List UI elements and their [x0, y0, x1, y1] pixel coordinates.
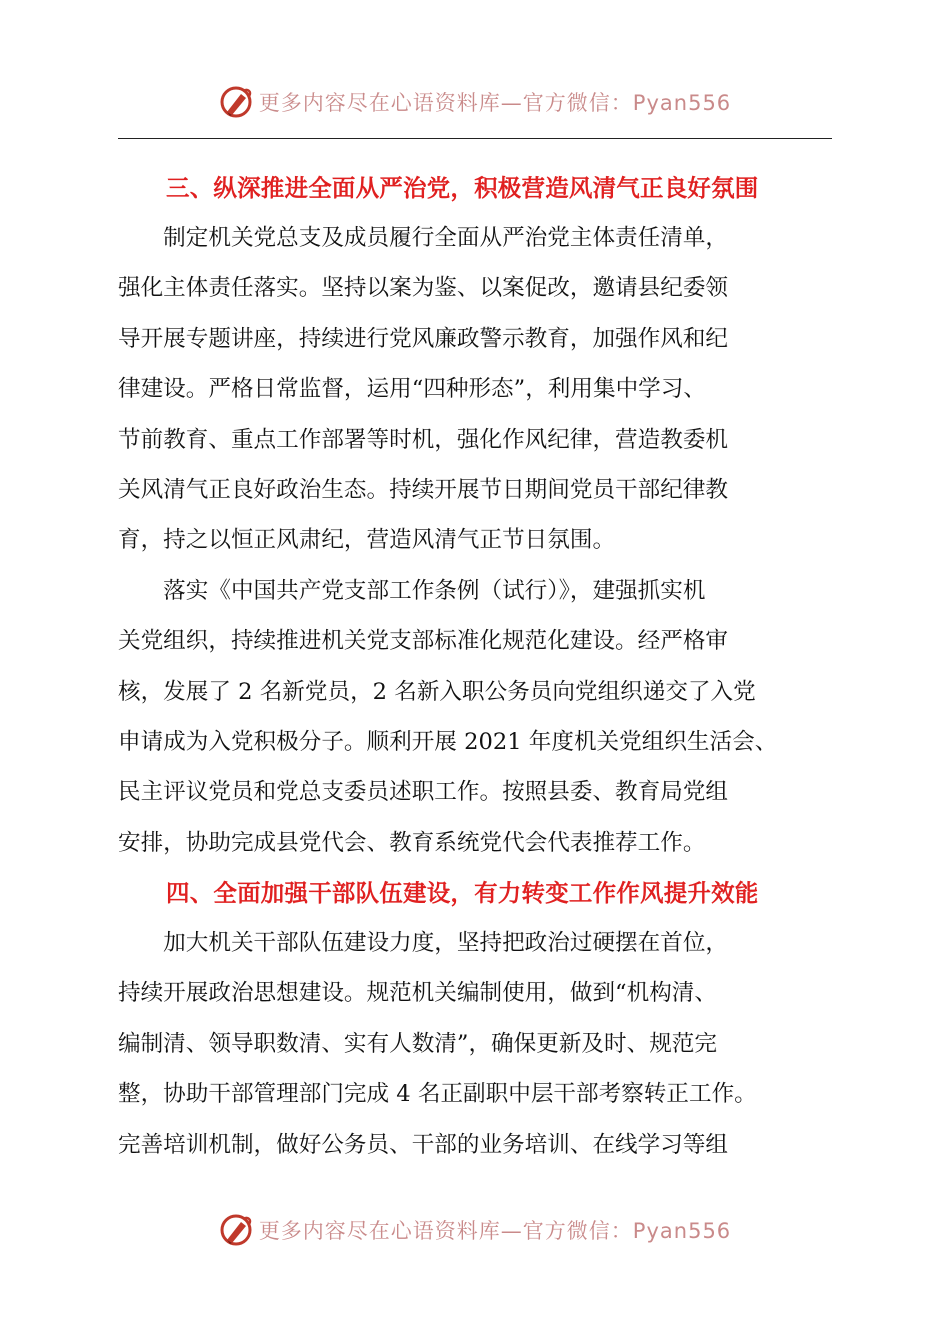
text-line: 申请成为入党积极分子。顺利开展 2021 年度机关党组织生活会、	[118, 728, 778, 755]
pen-logo-icon	[219, 1213, 253, 1247]
text-line: 律建设。严格日常监督，运用“四种形态”，利用集中学习、	[118, 376, 706, 403]
footer-banner	[0, 1210, 950, 1250]
header-divider	[118, 138, 832, 139]
text-line: 持续开展政治思想建设。规范机关编制使用，做到“机构清、	[118, 980, 717, 1007]
text-line: 加大机关干部队伍建设力度，坚持把政治过硬摆在首位，	[118, 930, 729, 957]
text-line: 核，发展了 2 名新党员，2 名新入职公务员向党组织递交了入党	[118, 678, 756, 705]
text-line: 完善培训机制，做好公务员、干部的业务培训、在线学习等组	[118, 1131, 729, 1158]
footer-banner-text: 更多内容尽在心语资料库—官方微信：Pyan556	[258, 1219, 732, 1243]
text-line: 强化主体责任落实。坚持以案为鉴、以案促改，邀请县纪委领	[118, 275, 729, 302]
text-line: 民主评议党员和党总支委员述职工作。按照县委、教育局党组	[118, 779, 729, 806]
header-banner	[0, 82, 950, 122]
paragraph	[118, 213, 832, 566]
text-line: 导开展专题讲座，持续进行党风廉政警示教育，加强作风和纪	[118, 325, 729, 352]
header-banner-text: 更多内容尽在心语资料库—官方微信：Pyan556	[258, 91, 732, 115]
text-line: 关党组织，持续推进机关党支部标准化规范化建设。经严格审	[118, 628, 729, 655]
document-body	[118, 163, 832, 1170]
text-line: 落实《中国共产党支部工作条例（试行）》，建强抓实机	[118, 577, 706, 604]
text-line: 编制清、领导职数清、实有人数清”，确保更新及时、规范完	[118, 1030, 717, 1057]
text-line: 整，协助干部管理部门完成 4 名正副职中层干部考察转正工作。	[118, 1081, 757, 1108]
text-line: 节前教育、重点工作部署等时机，强化作风纪律，营造教委机	[118, 426, 729, 453]
paragraph	[118, 918, 832, 1170]
text-line: 制定机关党总支及成员履行全面从严治党主体责任清单，	[118, 225, 729, 251]
section-heading: 四、全面加强干部队伍建设，有力转变工作作风提升效能	[166, 879, 759, 908]
section-heading: 三、纵深推进全面从严治党，积极营造风清气正良好氛围	[166, 174, 759, 202]
text-line: 关风清气正良好政治生态。持续开展节日期间党员干部纪律教	[118, 476, 729, 503]
pen-logo-icon	[219, 85, 253, 119]
text-line: 育，持之以恒正风肃纪，营造风清气正节日氛围。	[118, 527, 616, 554]
paragraph	[118, 566, 832, 868]
text-line: 安排，协助完成县党代会、教育系统党代会代表推荐工作。	[118, 829, 706, 856]
